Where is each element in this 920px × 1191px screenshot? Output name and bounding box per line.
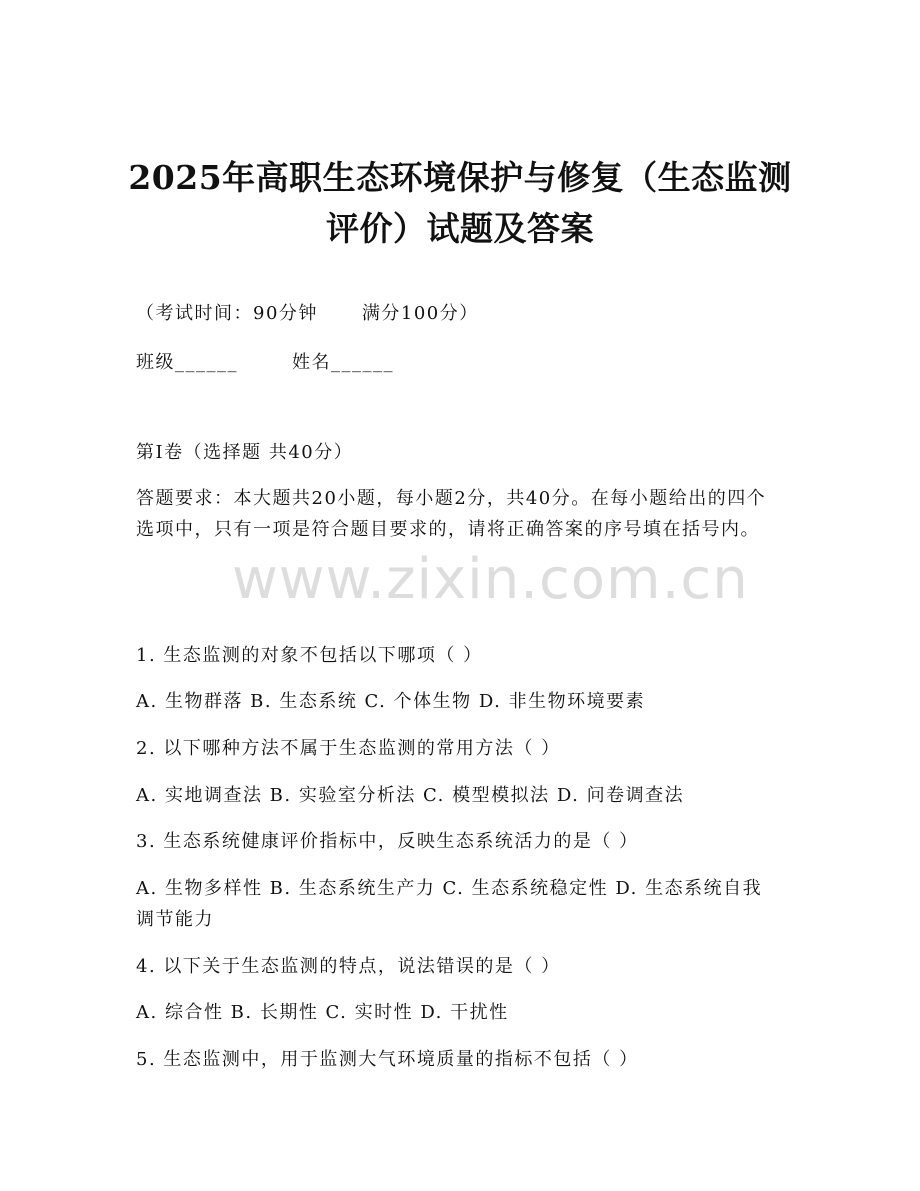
question-4-stem: 4. 以下关于生态监测的特点，说法错误的是（ ） <box>136 956 561 977</box>
question-2-options: A. 实地调查法 B. 实验室分析法 C. 模型模拟法 D. 问卷调查法 <box>136 785 685 806</box>
exam-info <box>136 302 479 326</box>
question-4-options: A. 综合性 B. 长期性 C. 实时性 D. 干扰性 <box>136 1002 509 1023</box>
class-field: 班级______ <box>136 352 238 373</box>
exam-full-score: 满分100分） <box>361 303 479 324</box>
question-2-stem: 2. 以下哪种方法不属于生态监测的常用方法（ ） <box>136 738 561 759</box>
section-heading: 第I卷（选择题 共40分） <box>136 442 354 463</box>
question-5-stem: 5. 生态监测中，用于监测大气环境质量的指标不包括（ ） <box>136 1049 639 1070</box>
name-field: 姓名______ <box>292 352 394 373</box>
student-fields <box>136 351 394 375</box>
exam-time: （考试时间：90分钟 <box>136 303 318 324</box>
question-1-stem: 1. 生态监测的对象不包括以下哪项（ ） <box>136 645 483 666</box>
question-3-stem: 3. 生态系统健康评价指标中，反映生态系统活力的是（ ） <box>136 831 639 852</box>
watermark: www.zixin.com.cn <box>232 547 749 612</box>
question-3-options: A. 生物多样性 B. 生态系统生产力 C. 生态系统稳定性 D. 生态系统自我调节能力 <box>136 878 763 930</box>
question-1-options: A. 生物群落 B. 生态系统 C. 个体生物 D. 非生物环境要素 <box>136 691 646 712</box>
document-title-line-2: 评价）试题及答案 <box>326 209 594 248</box>
document-title-line-1: 2025年高职生态环境保护与修复（生态监测 <box>128 158 792 197</box>
section-instructions: 答题要求：本大题共20小题，每小题2分，共40分。在每小题给出的四个选项中，只有一项是符合题目要求的，请将正确答案的序号填在括号内。 <box>136 488 767 540</box>
